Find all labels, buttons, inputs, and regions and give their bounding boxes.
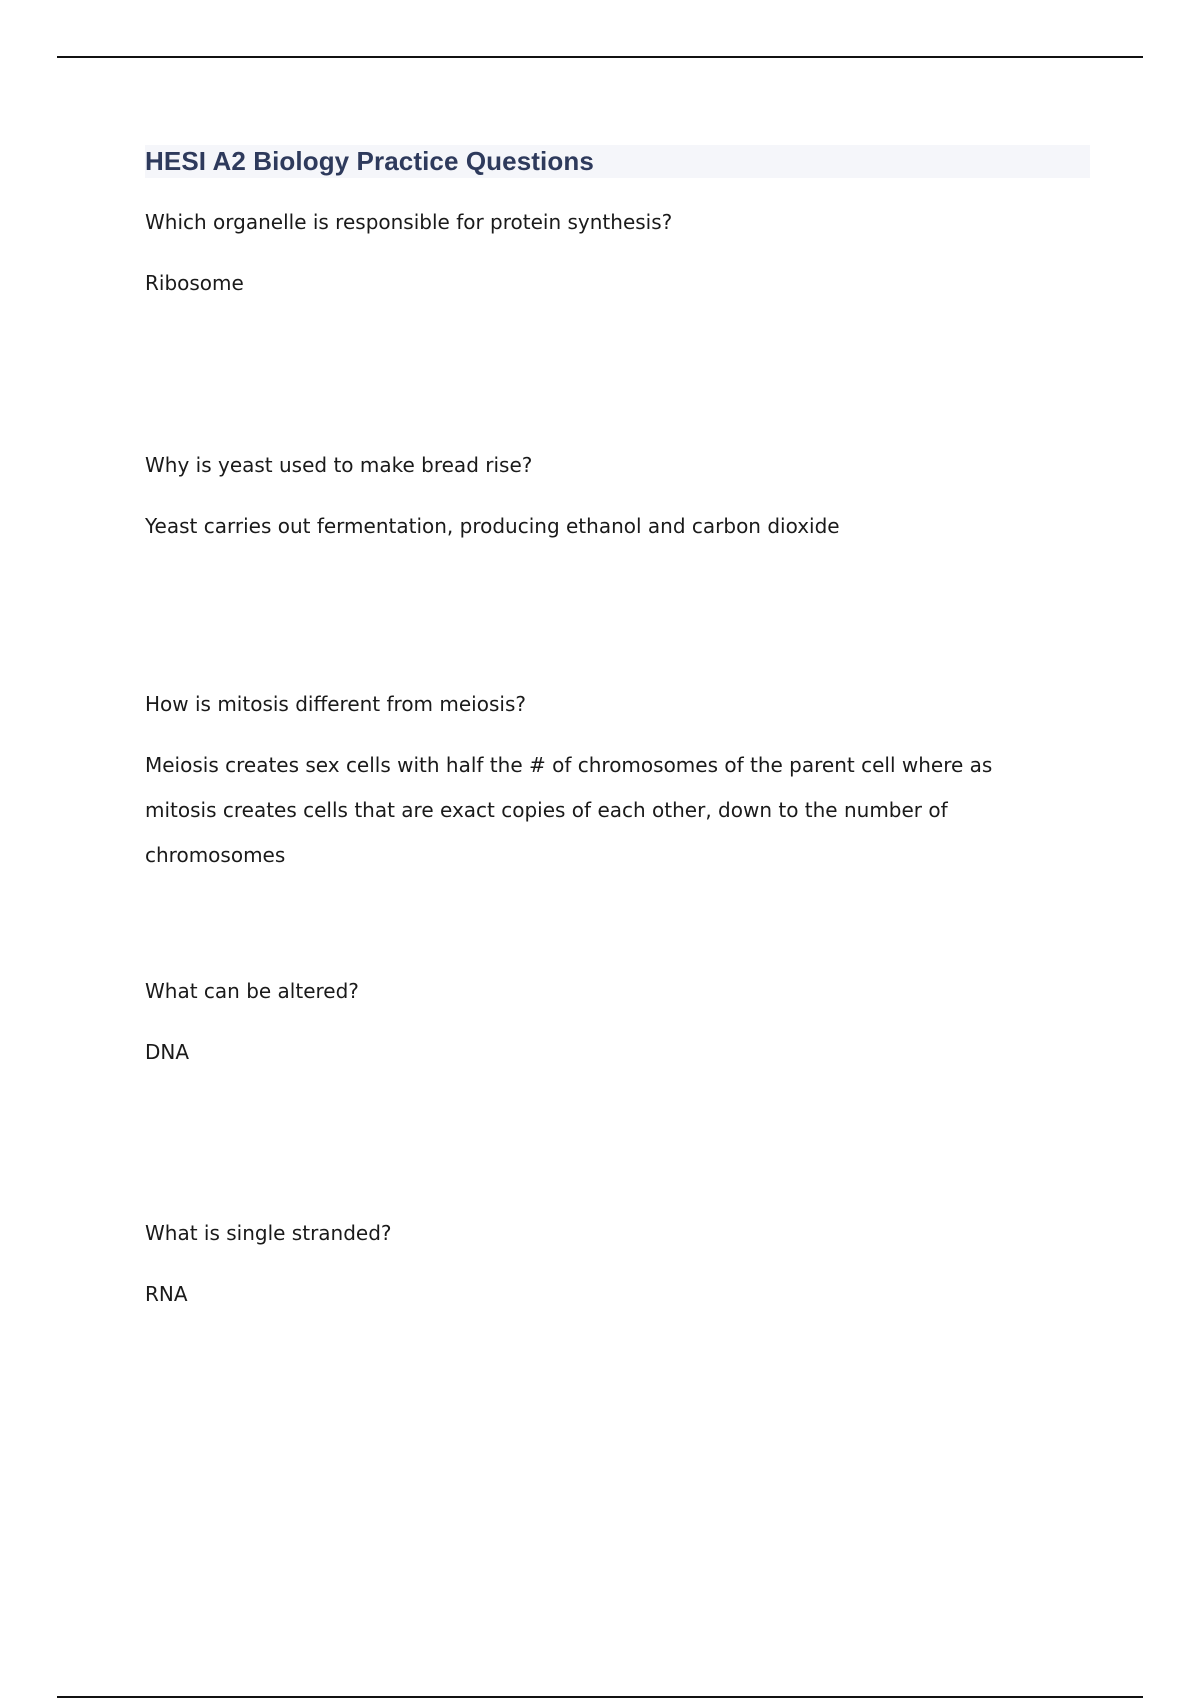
answer-text: RNA <box>145 1282 188 1306</box>
question-text: How is mitosis different from meiosis? <box>145 692 526 716</box>
answer-text: Meiosis creates sex cells with half the # of chromosomes of the parent cell where as mitosis creates cells that are exact copies of each other, down to the number of chromosomes <box>145 753 993 867</box>
qa-item <box>145 682 1060 878</box>
page-bottom-rule <box>57 1696 1143 1698</box>
qa-item <box>145 443 840 548</box>
question-text: What is single stranded? <box>145 1221 392 1245</box>
qa-item <box>145 969 359 1074</box>
answer-text: DNA <box>145 1040 190 1064</box>
qa-item <box>145 200 672 305</box>
question-text: Why is yeast used to make bread rise? <box>145 453 533 477</box>
document-title: HESI A2 Biology Practice Questions <box>145 145 1090 178</box>
qa-item <box>145 1211 392 1316</box>
answer-text: Ribosome <box>145 271 244 295</box>
document-body <box>145 145 1090 1306</box>
answer-text: Yeast carries out fermentation, producing ethanol and carbon dioxide <box>145 514 840 538</box>
question-text: Which organelle is responsible for protein synthesis? <box>145 210 673 234</box>
question-text: What can be altered? <box>145 979 359 1003</box>
page-top-rule <box>57 56 1143 58</box>
